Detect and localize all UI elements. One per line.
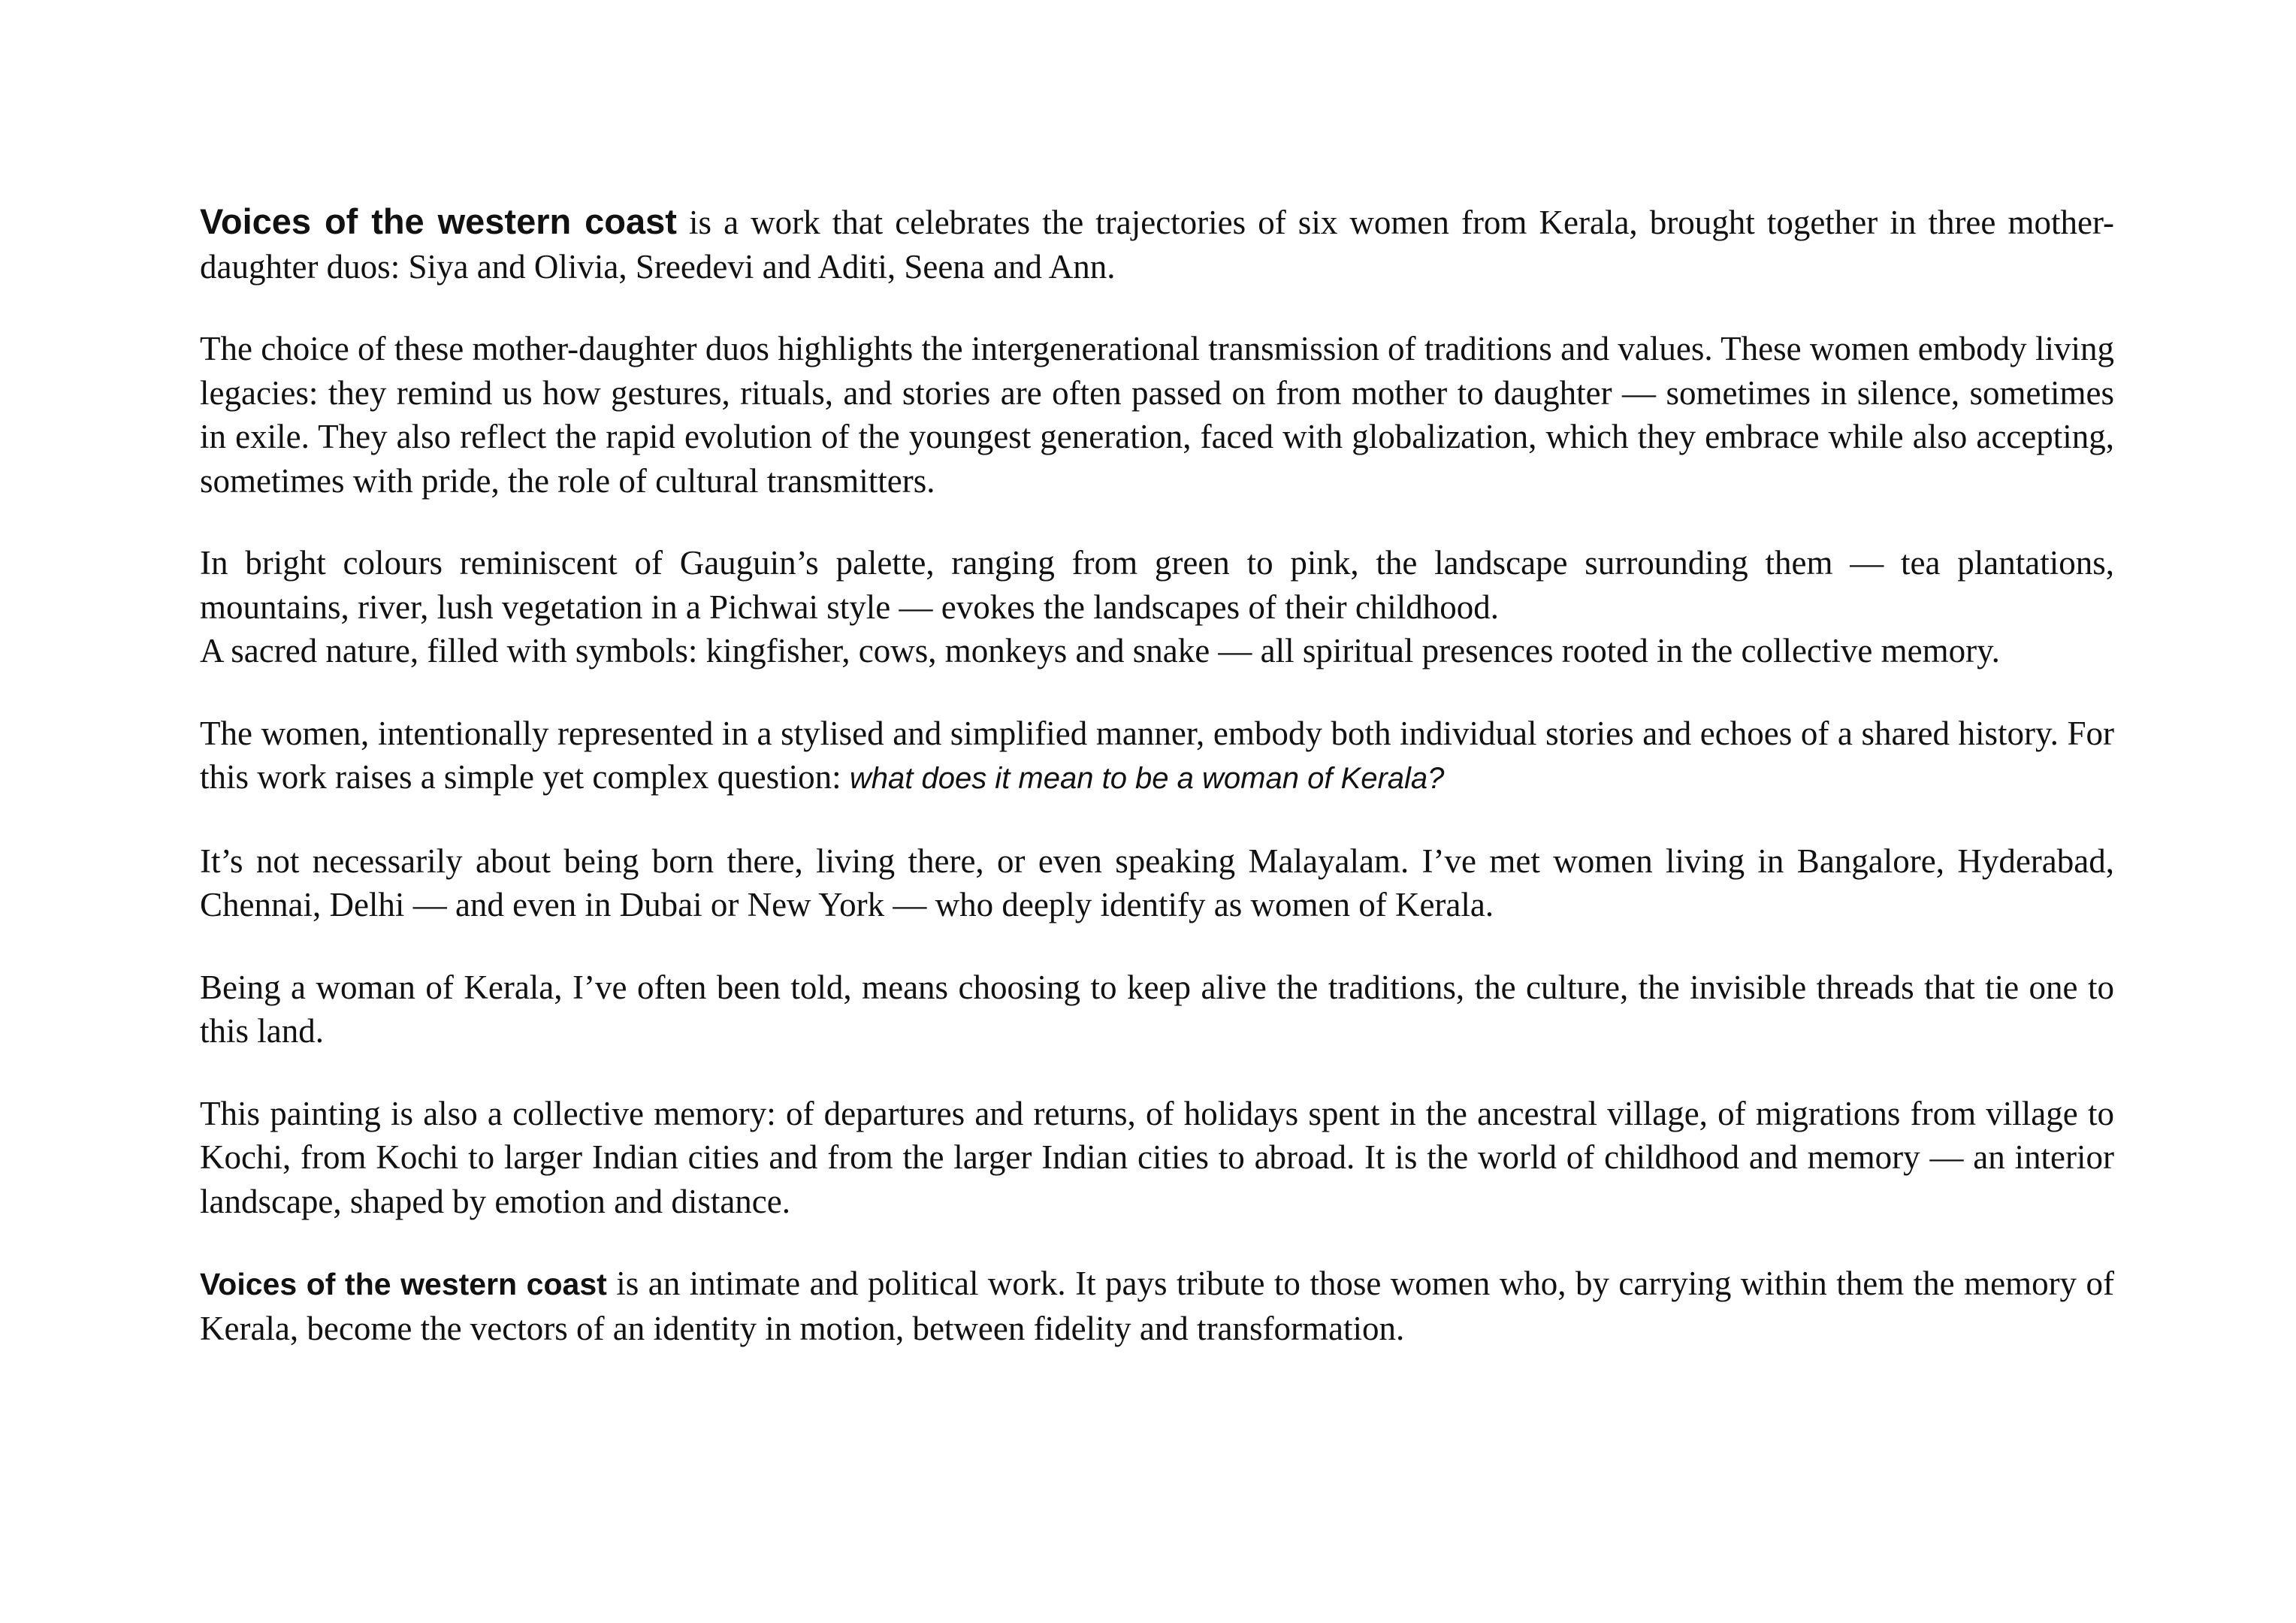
work-title-closing: Voices of the western coast [200,1267,607,1301]
document-body [200,200,2114,1389]
women-text: The women, intentionally represented in a stylised and simplified manner, embody both individual stories and echoes of a shared history. For this work raises a simple yet complex question: [200,714,2114,796]
paragraph-duos: The choice of these mother-daughter duos highlights the intergenerational transmission of traditions and values. These women embody living legacies: they remind us how gestures, rituals, and stories are often passed on from mother to daughter — sometimes in silence, sometimes in exile. They also reflect the rapid evolution of the youngest generation, faced with globalization, which they embrace while also accepting, sometimes with pride, the role of cultural transmitters. [200,330,2114,500]
paragraph-collective-memory: This painting is also a collective memory: of departures and returns, of holidays spent in the ancestral village, of migrations from village to Kochi, from Kochi to larger Indian cities and from the larger Indian cities to abroad. It is the world of childhood and memory — an interior landscape, shaped by emotion and distance. [200,1094,2114,1220]
paragraph-being-a-woman: Being a woman of Kerala, I’ve often been told, means choosing to keep alive the traditions, the culture, the invisible threads that tie one to this land. [200,968,2114,1050]
paragraph-colours: In bright colours reminiscent of Gauguin’s palette, ranging from green to pink, the landscape surrounding them — tea plantations, mountains, river, lush vegetation in a Pichwai style — evokes the landscapes of their childhood. [200,544,2114,626]
conclusion-text: is an intimate and political work. It pays tribute to those women who, by carrying within them the memory of Kerala, become the vectors of an identity in motion, between fidelity and transformation. [200,1265,2114,1347]
intro-text: is a work that celebrates the trajectories of six women from Kerala, brought together in three mother-daughter duos: Siya and Olivia, Sreedevi and Aditi, Seena and Ann. [200,204,2115,286]
paragraph-conclusion [200,1262,2114,1350]
paragraph-identity: It’s not necessarily about being born there, living there, or even speaking Malayalam. I’ve met women living in Bangalore, Hyderabad, Chennai, Delhi — and even in Dubai or New York — who deeply identify as women of Kerala. [200,842,2114,923]
paragraph-intro [200,200,2114,289]
paragraph-sacred-nature: A sacred nature, filled with symbols: kingfisher, cows, monkeys and snake — all spiritual presences rooted in the collective memory. [200,632,2000,669]
kerala-question: what does it mean to be a woman of Kerala? [849,762,1445,795]
work-title: Voices of the western coast [200,201,677,241]
paragraph-women [200,712,2114,801]
